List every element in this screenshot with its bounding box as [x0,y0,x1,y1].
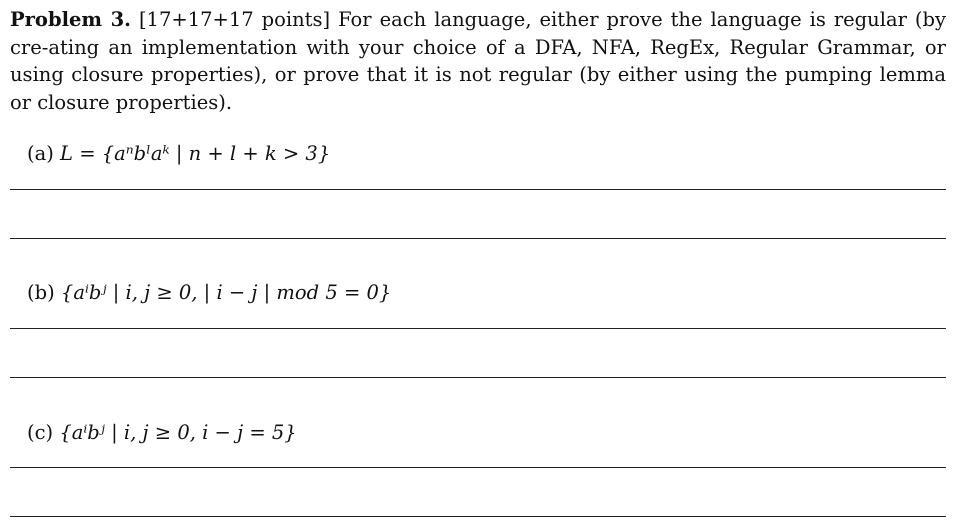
part-c-label: (c) [27,421,54,444]
part-c [27,421,297,445]
part-c-expression: {aⁱbʲ | i, j ≥ 0, i − j = 5} [59,421,297,444]
part-a [27,142,330,166]
answer-line-c2 [10,516,946,517]
part-b-expression: {aⁱbʲ | i, j ≥ 0, | i − j | mod 5 = 0} [60,281,392,304]
part-a-expression: L = {aⁿbˡaᵏ | n + l + k > 3} [60,142,331,165]
answer-line-a1 [10,189,946,190]
answer-line-b1 [10,328,946,329]
part-a-label: (a) [27,142,54,165]
problem-text: For each language, either prove the language is regular (by cre-ating an implementation with your choice of a DFA, NFA, RegEx, Regular Grammar, or using closure properties), or prove that it is not regular (by either using the pumping lemma or closure properties). [10,8,946,114]
part-b-label: (b) [27,281,55,304]
problem-statement [10,6,946,116]
problem-heading: Problem 3. [10,8,131,31]
problem-points: [17+17+17 points] [138,8,331,31]
answer-line-a2 [10,238,946,239]
part-b [27,281,391,305]
answer-line-c1 [10,467,946,468]
answer-line-b2 [10,377,946,378]
